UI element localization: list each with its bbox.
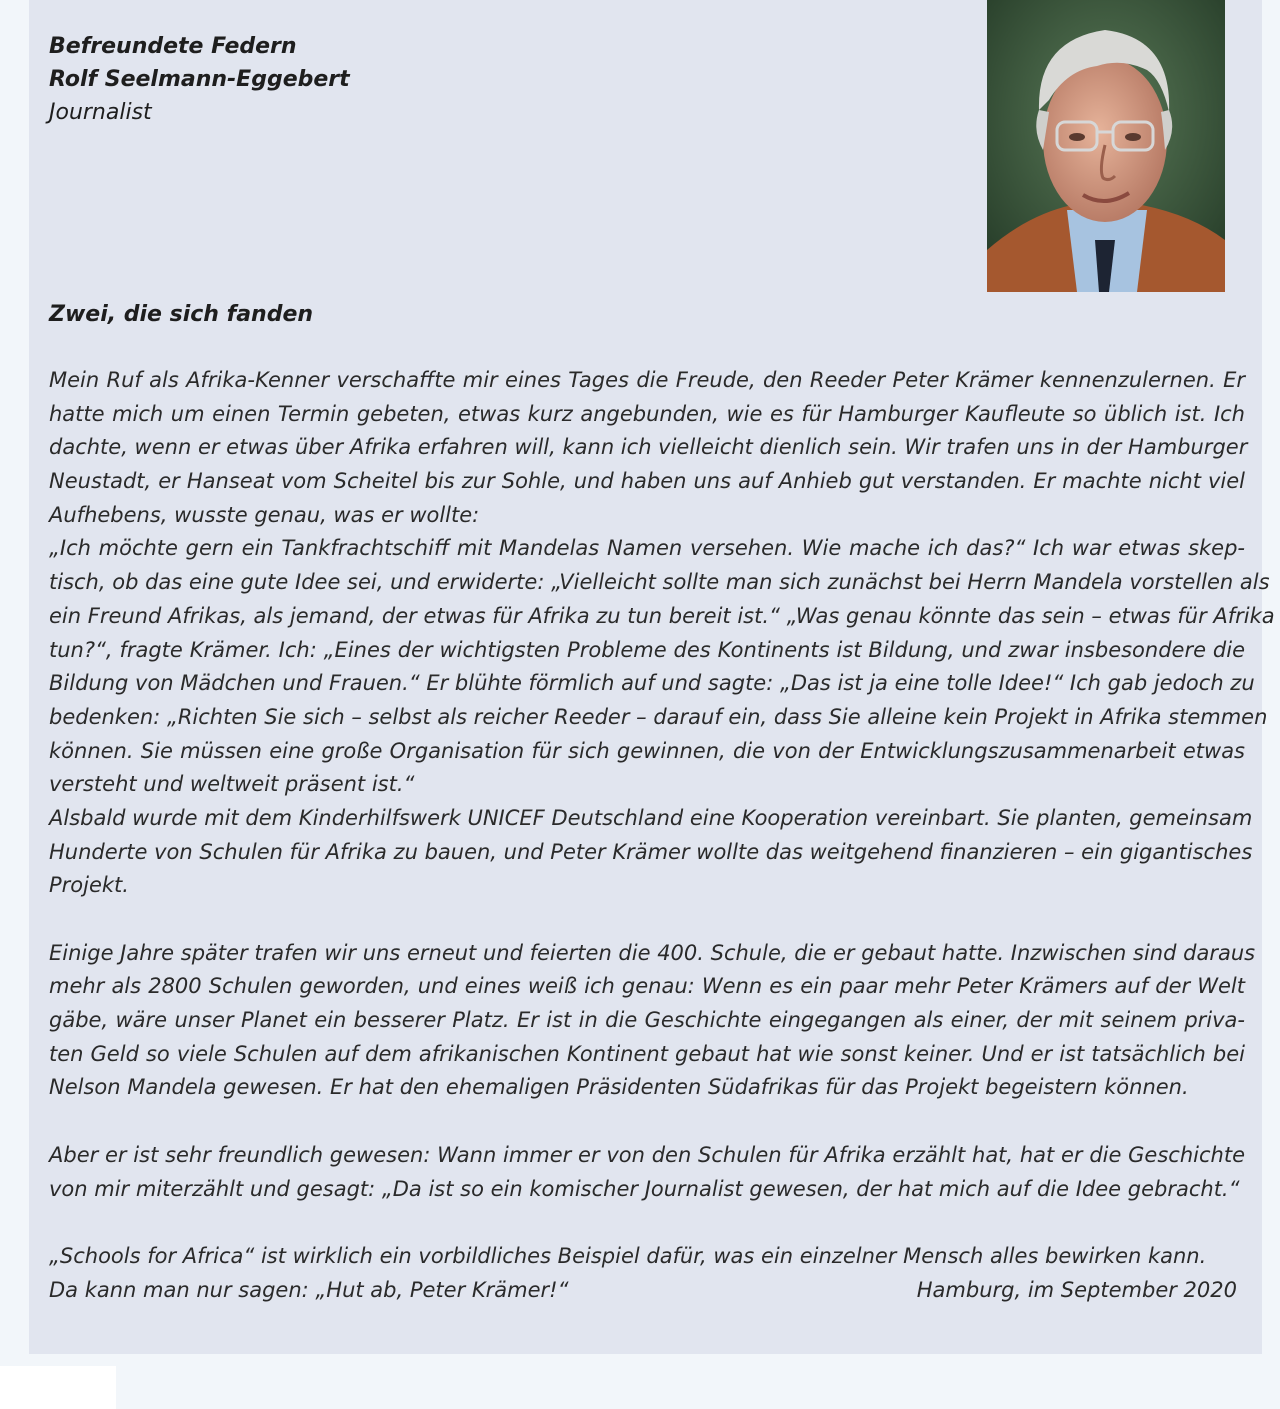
- page-corner: [0, 1366, 116, 1409]
- body-line: dachte, wenn er etwas über Afrika erfahren will, kann ich vielleicht dienlich sein. Wir trafen uns in der Hamburger: [49, 435, 1248, 460]
- closing-remark: Da kann man nur sagen: „Hut ab, Peter Krämer!“: [49, 1277, 569, 1302]
- body-line: Nelson Mandela gewesen. Er hat den ehemaligen Präsidenten Südafrikas für das Projekt begeistern können.: [49, 1075, 1189, 1100]
- author-portrait-photo: [987, 0, 1225, 292]
- body-line: gäbe, wäre unser Planet ein besserer Platz. Er ist in die Geschichte eingegangen als einer, der mit seinem priva-: [49, 1008, 1245, 1033]
- body-line: Hunderte von Schulen für Afrika zu bauen, und Peter Krämer wollte das weitgehend finanzieren – ein gigantisches: [49, 839, 1253, 864]
- body-line: Bildung von Mädchen und Frauen.“ Er blühte förmlich auf und sagte: „Das ist ja eine tolle Idee!“ Ich gab jedoch zu: [49, 671, 1255, 696]
- body-line: Aufhebens, wusste genau, was er wollte:: [49, 502, 480, 527]
- article-body: [49, 364, 1275, 1307]
- place-and-date: Hamburg, im September 2020: [916, 1277, 1237, 1302]
- body-line: hatte mich um einen Termin gebeten, etwas kurz angebunden, wie es für Hamburger Kaufleute so üblich ist. Ich: [49, 401, 1245, 426]
- series-title: Befreundete Federn: [49, 34, 297, 59]
- body-line: Einige Jahre später trafen wir uns erneut und feierten die 400. Schule, die er gebaut hatte. Inzwischen sind daraus: [49, 940, 1256, 965]
- body-line: „Ich möchte gern ein Tankfrachtschiff mit Mandelas Namen versehen. Wie mache ich das?“ Ich war etwas skep-: [49, 536, 1245, 561]
- body-line: Alsbald wurde mit dem Kinderhilfswerk UNICEF Deutschland eine Kooperation vereinbart. Sie planten, gemeinsam: [49, 805, 1253, 830]
- body-line: Neustadt, er Hanseat vom Scheitel bis zur Sohle, und haben uns auf Anhieb gut verstanden. Er machte nicht viel: [49, 469, 1245, 494]
- body-line: tun?“, fragte Krämer. Ich: „Eines der wichtigsten Probleme des Kontinents ist Bildung, und zwar insbesondere die: [49, 637, 1245, 662]
- paragraph-gap: [49, 903, 1245, 937]
- header-block: [49, 30, 350, 129]
- body-line: Mein Ruf als Afrika-Kenner verschaffte mir eines Tages die Freude, den Reeder Peter Krämer kennenzulernen. Er: [49, 368, 1245, 392]
- paragraph-gap: [49, 1206, 1245, 1240]
- body-line: von mir miterzählt und gesagt: „Da ist so ein komischer Journalist gewesen, der hat mich auf die Idee gebracht.“: [49, 1176, 1240, 1201]
- body-line: können. Sie müssen eine große Organisation für sich gewinnen, die von der Entwicklungszusammenarbeit etwas: [49, 738, 1245, 763]
- article-title: Zwei, die sich fanden: [49, 302, 314, 327]
- body-line: Projekt.: [49, 873, 129, 898]
- body-line: „Schools for Africa“ ist wirklich ein vorbildliches Beispiel dafür, was ein einzelner Mensch alles bewirken kann.: [49, 1243, 1207, 1268]
- body-line: versteht und weltweit präsent ist.“: [49, 772, 415, 797]
- body-line: ein Freund Afrikas, als jemand, der etwas für Afrika zu tun bereit ist.“ „Was genau könnte das sein – etwas für Afrika: [49, 603, 1275, 628]
- body-line: mehr als 2800 Schulen geworden, und eines weiß ich genau: Wenn es ein paar mehr Peter Krämers auf der Welt: [49, 974, 1245, 999]
- paragraph-gap: [49, 1105, 1245, 1139]
- author-name: Rolf Seelmann-Eggebert: [49, 67, 350, 92]
- author-role: Journalist: [49, 100, 152, 125]
- body-line: ten Geld so viele Schulen auf dem afrikanischen Kontinent gebaut hat wie sonst keiner. Und er ist tatsächlich bei: [49, 1041, 1245, 1066]
- body-line: bedenken: „Richten Sie sich – selbst als reicher Reeder – darauf ein, dass Sie alleine kein Projekt in Afrika stemmen: [49, 704, 1268, 729]
- body-line: tisch, ob das eine gute Idee sei, und erwiderte: „Vielleicht sollte man sich zunächst bei Herrn Mandela vorstellen als: [49, 570, 1270, 595]
- closing-line: [49, 1274, 1245, 1308]
- body-line: Aber er ist sehr freundlich gewesen: Wann immer er von den Schulen für Afrika erzählt hat, hat er die Geschichte: [49, 1142, 1245, 1167]
